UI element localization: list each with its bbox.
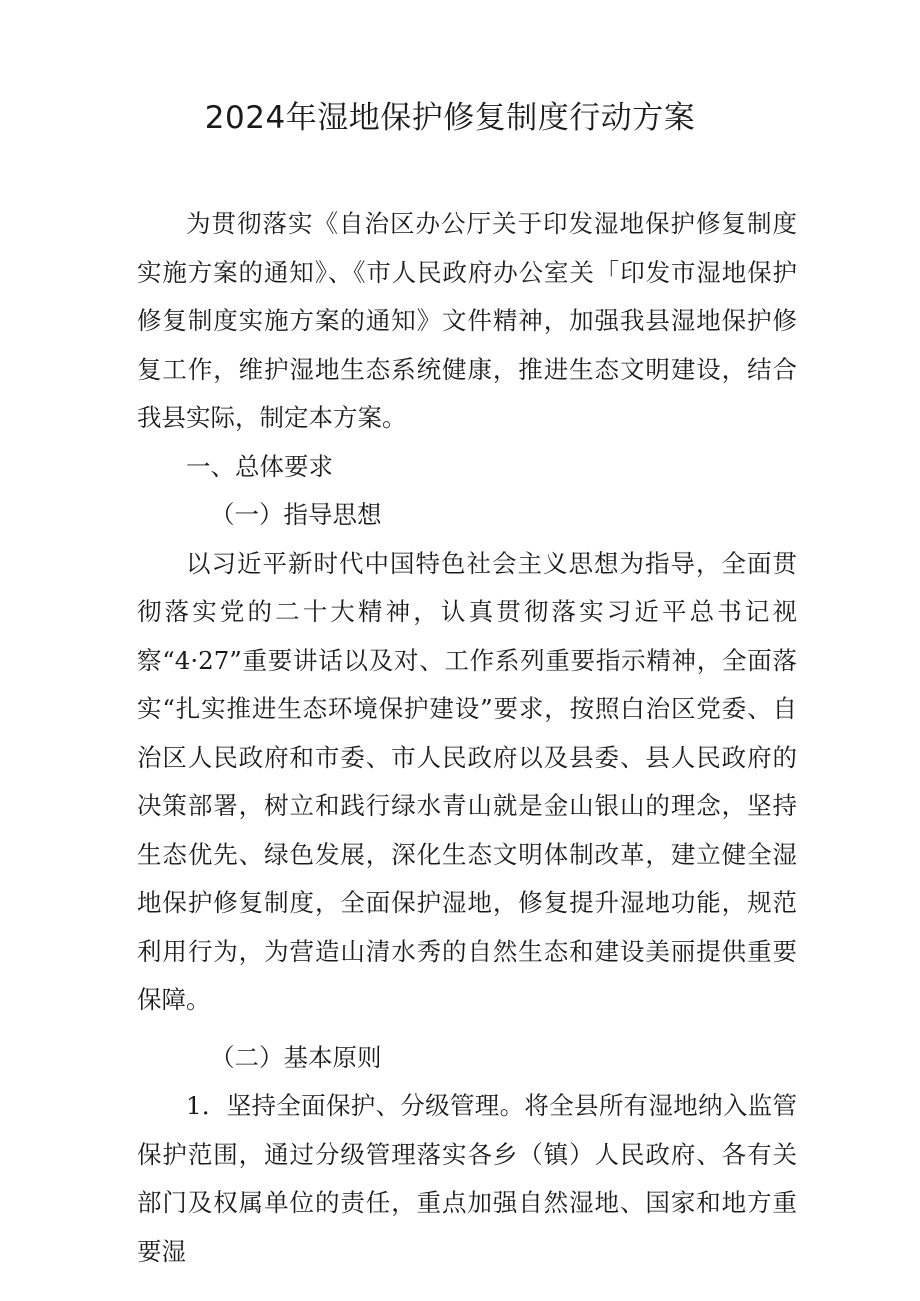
document-body <box>137 200 797 1276</box>
guiding-ideology-paragraph: 以习近平新时代中国特色社会主义思想为指导，全面贯彻落实党的二十大精神，认真贯彻落实习近平总书记视察“4·27”重要讲话以及对、工作系列重要指示精神，全面落实“扎实推进生态环境保护建设”要求，按照白治区党委、自治区人民政府和市委、市人民政府以及县委、县人民政府的决策部署，树立和践行绿水青山就是金山银山的理念，坚持生态优先、绿色发展，深化生态文明体制改革，建立健全湿地保护修复制度，全面保护湿地，修复提升湿地功能，规范利用行为，为营造山清水秀的自然生态和建设美丽提供重要保障。 <box>137 548 797 1014</box>
principle-1-paragraph: 1．坚持全面保护、分级管理。将全县所有湿地纳入监管保护范围，通过分级管理落实各乡（镇）人民政府、各有关部门及权属单位的责任，重点加强自然湿地、国家和地方重要湿 <box>137 1091 797 1266</box>
intro-paragraph: 为贯彻落实《自治区办公厅关于印发湿地保护修复制度实施方案的通知》、《市人民政府办公室关「印发市湿地保护修复制度实施方案的通知》文件精神，加强我县湿地保护修复工作，维护湿地生态系统健康，推进生态文明建设，结合我县实际，制定本方案。 <box>137 209 797 432</box>
subsection-heading-guiding-ideology: （一）指导思想 <box>210 500 382 529</box>
section-heading-general-requirements: 一、总体要求 <box>186 451 333 481</box>
document-title: 2024年湿地保护修复制度行动方案 <box>204 100 696 136</box>
subsection-heading-basic-principles: （二）基本原则 <box>210 1042 382 1072</box>
